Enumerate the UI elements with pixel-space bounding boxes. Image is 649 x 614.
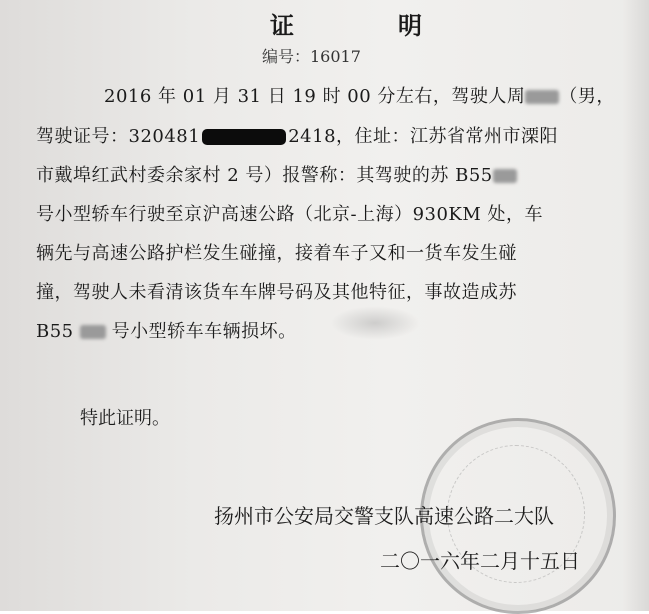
body-line-2 <box>36 122 558 148</box>
body-line-3 <box>36 161 517 187</box>
body-line-7-text-a: B55 <box>36 321 74 342</box>
body-line-7-text-b: 号小型轿车车辆损坏。 <box>111 321 297 342</box>
body-line-2-text-b: 2418，住址：江苏省常州市溧阳 <box>288 126 559 147</box>
body-line-5 <box>36 239 517 265</box>
redacted-name <box>525 90 559 104</box>
issuing-authority: 扬州市公安局交警支队高速公路二大队 <box>214 504 554 528</box>
document-title: 证 明 <box>270 11 462 40</box>
body-line-2-text-a: 驾驶证号：320481 <box>36 126 201 147</box>
body-line-7 <box>36 317 297 343</box>
body-line-4 <box>36 200 543 226</box>
body-line-4-text: 号小型轿车行驶至京沪高速公路（北京-上海）930KM 处，车 <box>36 204 544 225</box>
body-line-5-text: 辆先与高速公路护栏发生碰撞，接着车子又和一货车发生碰 <box>36 243 517 264</box>
body-line-6 <box>36 278 517 304</box>
document-number: 编号：16017 <box>262 47 361 66</box>
smudge-mark <box>330 306 420 340</box>
redacted-plate-1 <box>493 169 517 183</box>
redacted-plate-2 <box>80 325 106 339</box>
body-line-1-text-a: 2016 年 01 月 31 日 19 时 00 分左右，驾驶人周 <box>104 86 526 107</box>
issue-date: 二〇一六年二月十五日 <box>380 549 580 573</box>
page-edge-shadow <box>623 0 649 611</box>
body-line-1-text-b: （男， <box>559 86 615 107</box>
body-line-1 <box>104 82 615 108</box>
body-line-6-text: 撞，驾驶人未看清该货车车牌号码及其他特征，事故造成苏 <box>36 282 517 303</box>
redacted-license-number <box>202 129 286 145</box>
closing-statement: 特此证明。 <box>80 408 170 429</box>
body-line-3-text-a: 市戴埠红武村委余家村 2 号）报警称：其驾驶的苏 B55 <box>36 165 493 186</box>
